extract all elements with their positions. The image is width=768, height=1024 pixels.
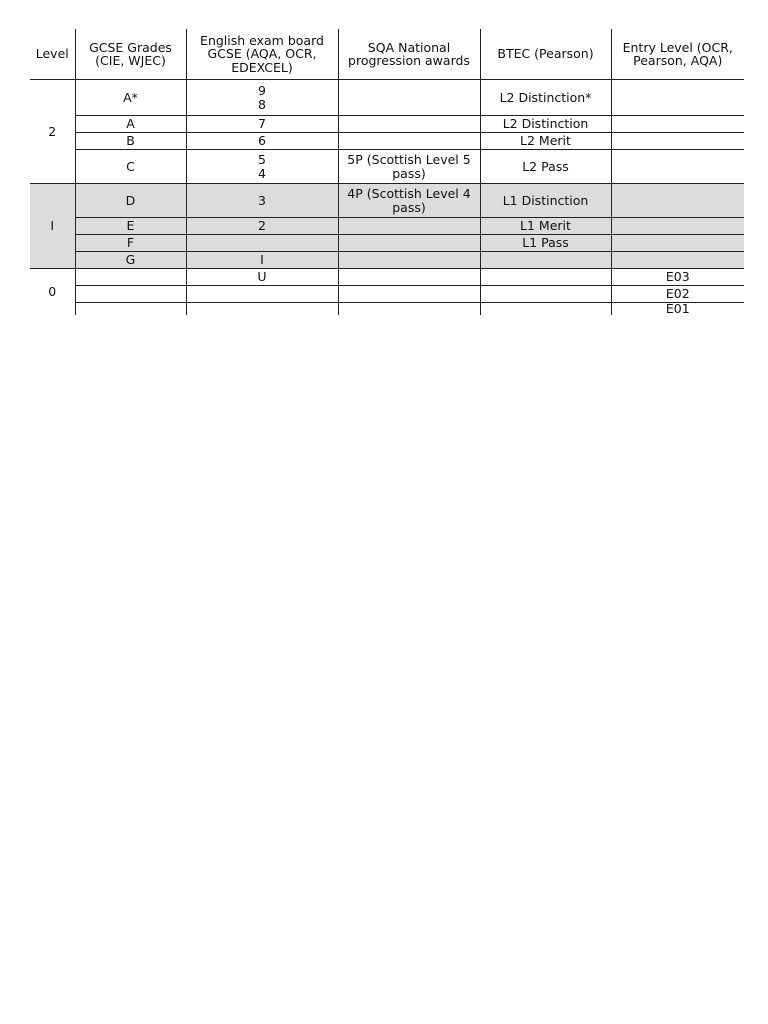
english-grade-cell <box>186 286 338 303</box>
english-grade-cell: I <box>186 252 338 269</box>
level-cell-1: I <box>30 184 75 269</box>
btec-cell <box>480 303 611 316</box>
entry-cell <box>611 150 744 184</box>
btec-cell <box>480 286 611 303</box>
english-grade-cell: 3 <box>186 184 338 218</box>
entry-cell: E03 <box>611 269 744 286</box>
sqa-cell <box>338 80 480 116</box>
english-grade-value: 5 <box>258 152 266 167</box>
english-grade-cell: U <box>186 269 338 286</box>
gcse-grade-cell <box>75 269 186 286</box>
header-row <box>30 29 744 80</box>
sqa-cell <box>338 286 480 303</box>
header-btec: BTEC (Pearson) <box>480 29 611 80</box>
btec-cell: L2 Merit <box>480 133 611 150</box>
gcse-grade-cell: A* <box>75 80 186 116</box>
entry-cell <box>611 252 744 269</box>
table-row <box>30 133 744 150</box>
level-cell-0: 0 <box>30 269 75 316</box>
sqa-cell: 4P (Scottish Level 4 pass) <box>338 184 480 218</box>
gcse-grade-cell: A <box>75 116 186 133</box>
btec-cell: L2 Distinction <box>480 116 611 133</box>
english-grade-cell: 2 <box>186 218 338 235</box>
gcse-grade-cell: E <box>75 218 186 235</box>
gcse-grade-cell: D <box>75 184 186 218</box>
sqa-cell: 5P (Scottish Level 5 pass) <box>338 150 480 184</box>
table-row <box>30 286 744 303</box>
english-grade-cell <box>186 235 338 252</box>
english-grade-value: 8 <box>258 96 266 112</box>
gcse-grade-cell: G <box>75 252 186 269</box>
gcse-grade-cell <box>75 303 186 316</box>
entry-cell: E02 <box>611 286 744 303</box>
table-row <box>30 116 744 133</box>
sqa-cell <box>338 303 480 316</box>
entry-cell <box>611 80 744 116</box>
english-grade-cell <box>186 150 338 184</box>
header-level: Level <box>30 29 75 80</box>
btec-cell: L2 Distinction* <box>480 80 611 116</box>
sqa-cell <box>338 235 480 252</box>
sqa-cell <box>338 133 480 150</box>
entry-cell <box>611 116 744 133</box>
table-row <box>30 303 744 316</box>
header-sqa: SQA National progression awards <box>338 29 480 80</box>
gcse-grade-cell: B <box>75 133 186 150</box>
gcse-grade-cell: C <box>75 150 186 184</box>
btec-cell: L1 Distinction <box>480 184 611 218</box>
table-row <box>30 80 744 116</box>
gcse-grade-cell <box>75 286 186 303</box>
english-grade-cell: 7 <box>186 116 338 133</box>
english-grade-cell <box>186 80 338 116</box>
btec-cell: L1 Merit <box>480 218 611 235</box>
english-grade-value: 9 <box>258 83 266 98</box>
table-row <box>30 150 744 184</box>
header-entry: Entry Level (OCR, Pearson, AQA) <box>611 29 744 80</box>
btec-cell <box>480 252 611 269</box>
sqa-cell <box>338 116 480 133</box>
header-gcse-cie: GCSE Grades (CIE, WJEC) <box>75 29 186 80</box>
table-row <box>30 184 744 218</box>
english-grade-value: 4 <box>258 165 266 181</box>
english-grade-cell: 6 <box>186 133 338 150</box>
btec-cell <box>480 269 611 286</box>
table-row <box>30 252 744 269</box>
grade-equivalence-table <box>30 29 744 315</box>
table-row <box>30 235 744 252</box>
sqa-cell <box>338 269 480 286</box>
entry-cell <box>611 218 744 235</box>
level-cell-2: 2 <box>30 80 75 184</box>
table-row <box>30 269 744 286</box>
entry-cell: E01 <box>611 303 744 316</box>
entry-cell <box>611 133 744 150</box>
sqa-cell <box>338 218 480 235</box>
header-gcse-english: English exam board GCSE (AQA, OCR, EDEXCEL) <box>186 29 338 80</box>
btec-cell: L1 Pass <box>480 235 611 252</box>
btec-cell: L2 Pass <box>480 150 611 184</box>
table-row <box>30 218 744 235</box>
entry-cell <box>611 235 744 252</box>
sqa-cell <box>338 252 480 269</box>
gcse-grade-cell: F <box>75 235 186 252</box>
entry-cell <box>611 184 744 218</box>
english-grade-cell <box>186 303 338 316</box>
